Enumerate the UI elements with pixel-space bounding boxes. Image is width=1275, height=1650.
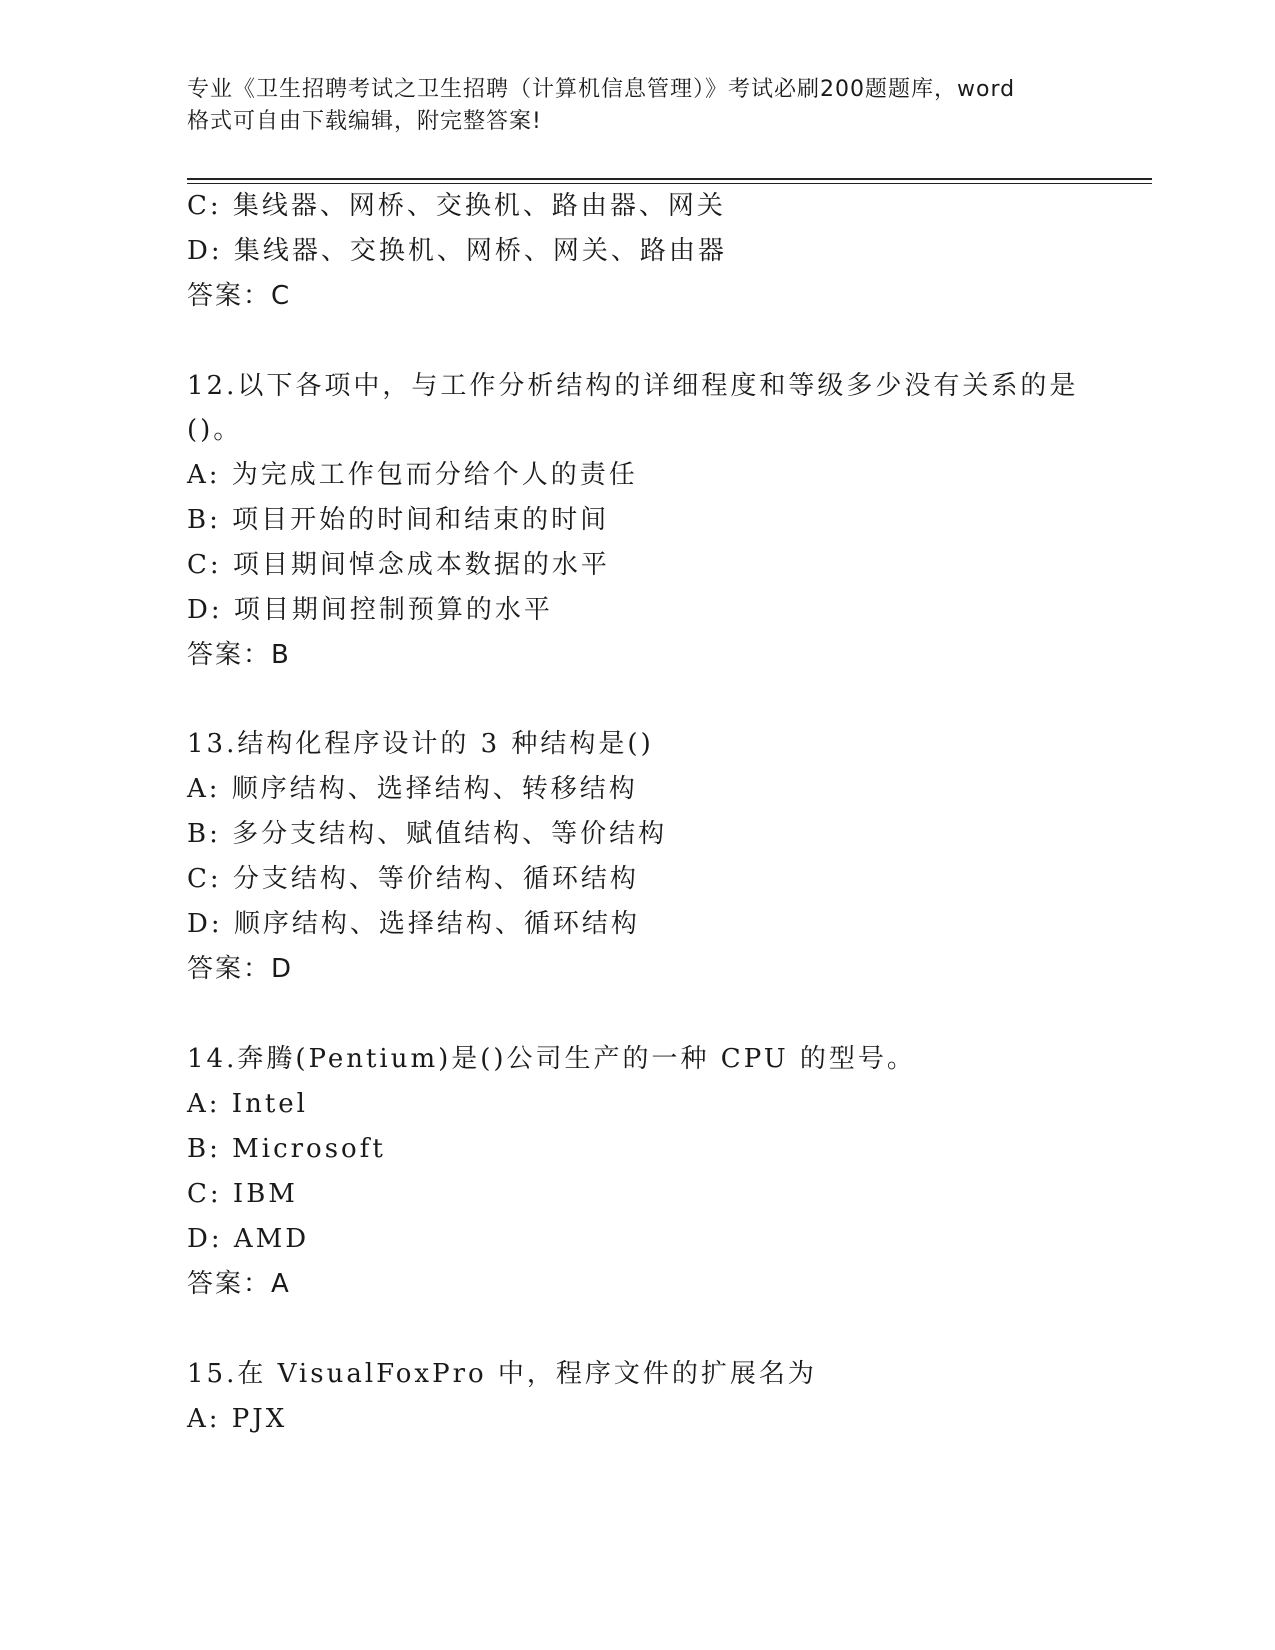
header-divider-thin xyxy=(187,183,1152,184)
q14-option-c: C: IBM xyxy=(187,1179,298,1209)
q13-stem: 13.结构化程序设计的 3 种结构是() xyxy=(187,729,654,759)
q14-option-a: A: Intel xyxy=(187,1089,308,1119)
q15-stem: 15.在 VisualFoxPro 中，程序文件的扩展名为 xyxy=(187,1359,817,1389)
q11-option-d: D: 集线器、交换机、网桥、网关、路由器 xyxy=(187,236,727,266)
q13-option-b: B: 多分支结构、赋值结构、等价结构 xyxy=(187,819,668,849)
q12-stem-line2: ()。 xyxy=(187,415,243,445)
q13-option-c: C: 分支结构、等价结构、循环结构 xyxy=(187,864,639,894)
q12-stem-line1: 12.以下各项中，与工作分析结构的详细程度和等级多少没有关系的是 xyxy=(187,371,1079,401)
q13-option-a: A: 顺序结构、选择结构、转移结构 xyxy=(187,774,638,804)
q14-option-b: B: Microsoft xyxy=(187,1134,386,1164)
q14-option-d: D: AMD xyxy=(187,1224,310,1254)
q11-option-c: C: 集线器、网桥、交换机、路由器、网关 xyxy=(187,191,726,221)
q12-answer: 答案：B xyxy=(187,640,291,670)
q12-option-d: D: 项目期间控制预算的水平 xyxy=(187,595,553,625)
q14-answer: 答案：A xyxy=(187,1269,291,1299)
q13-option-d: D: 顺序结构、选择结构、循环结构 xyxy=(187,909,640,939)
q15-option-a: A: PJX xyxy=(187,1404,288,1434)
q12-option-c: C: 项目期间悼念成本数据的水平 xyxy=(187,550,610,580)
document-header: 专业《卫生招聘考试之卫生招聘（计算机信息管理）》考试必刷200题题库，word 格式可自由下载编辑，附完整答案! xyxy=(187,77,1016,134)
q12-option-a: A: 为完成工作包而分给个人的责任 xyxy=(187,460,638,490)
q13-answer: 答案：D xyxy=(187,954,294,984)
header-divider-thick xyxy=(187,178,1152,180)
q12-option-b: B: 项目开始的时间和结束的时间 xyxy=(187,505,610,535)
q14-stem: 14.奔腾(Pentium)是()公司生产的一种 CPU 的型号。 xyxy=(187,1044,916,1074)
q11-answer: 答案：C xyxy=(187,281,292,311)
